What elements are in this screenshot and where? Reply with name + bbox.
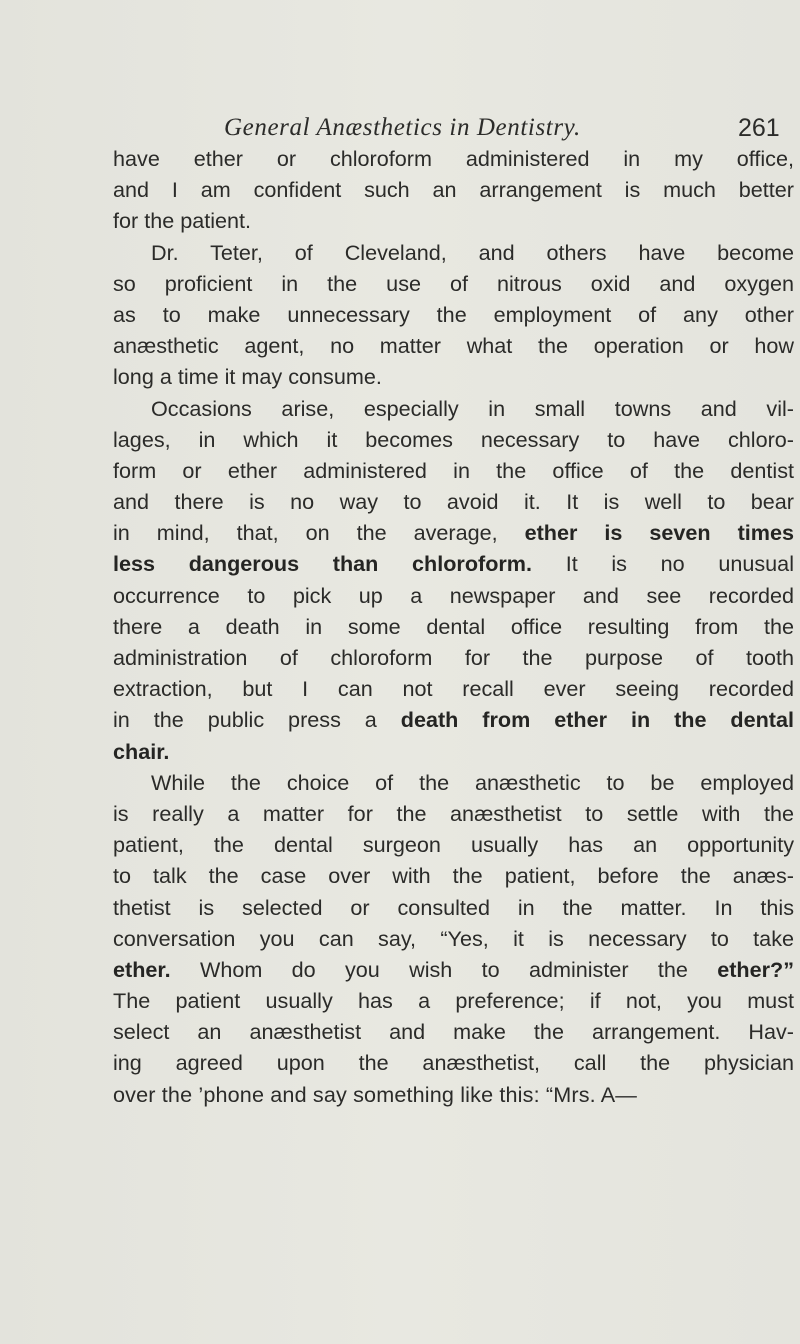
text-line: is really a matter for the anæsthetist to settle with the [113,800,794,826]
text-run: in mind, that, on the average, [113,520,525,546]
text-line: as to make unnecessary the employment of any other [113,301,794,327]
text-line [113,954,794,985]
text-run: in the public press a [113,707,401,733]
text-line [113,548,794,579]
text-line: to talk the case over with the patient, before the anæs- [113,863,794,889]
text-line: over the ’phone and say something like this: “Mrs. A— [113,1081,638,1107]
text-line [113,736,794,767]
bold-text-run: chair. [113,738,170,764]
body-text [113,143,794,1110]
text-run: It is no unusual [532,551,794,577]
text-line: form or ether administered in the office of the dentist [113,457,794,483]
paragraph-start-line: Dr. Teter, of Cleveland, and others have become [151,239,794,265]
bold-text-run: ether. [113,956,171,982]
text-line: anæsthetic agent, no matter what the operation or how [113,333,794,359]
text-line: occurrence to pick up a newspaper and see recorded [113,582,794,608]
bold-text-run: death from ether in the dental [400,707,795,733]
text-line: thetist is selected or consulted in the matter. In this [113,894,794,920]
page-number: 261 [738,114,780,142]
text-line: there a death in some dental office resulting from the [113,613,794,639]
text-line [113,704,794,735]
text-line [113,517,794,548]
text-line: for the patient. [113,208,252,234]
paragraph-start-line: Occasions arise, especially in small towns and vil- [151,395,794,421]
bold-text-run: ether?” [717,956,794,982]
paragraph-start-line: While the choice of the anæsthetic to be employed [151,769,794,795]
bold-text-run: ether is seven times [524,520,794,546]
text-line: select an anæsthetist and make the arrangement. Hav- [113,1019,794,1045]
running-title: General Anæsthetics in Dentistry. [224,114,581,141]
text-line: so proficient in the use of nitrous oxid and oxygen [113,270,794,296]
text-line: and I am confident such an arrangement is much better [113,177,794,203]
bold-text-run: less dangerous than chloroform. [113,551,533,577]
text-line: have ether or chloroform administered in my office, [113,146,794,171]
text-line: administration of chloroform for the purpose of tooth [113,645,794,670]
text-line: long a time it may consume. [113,364,382,390]
text-line: patient, the dental surgeon usually has an opportunity [113,832,794,858]
text-line: lages, in which it becomes necessary to have chloro- [113,426,794,452]
text-line: conversation you can say, “Yes, it is necessary to take [113,925,794,951]
text-line: The patient usually has a preference; if not, you must [113,988,794,1014]
text-line: ing agreed upon the anæsthetist, call the physician [113,1050,794,1076]
text-line: extraction, but I can not recall ever seeing recorded [113,676,794,702]
text-line: and there is no way to avoid it. It is well to bear [113,489,794,515]
text-run: Whom do you wish to administer the [170,956,718,982]
